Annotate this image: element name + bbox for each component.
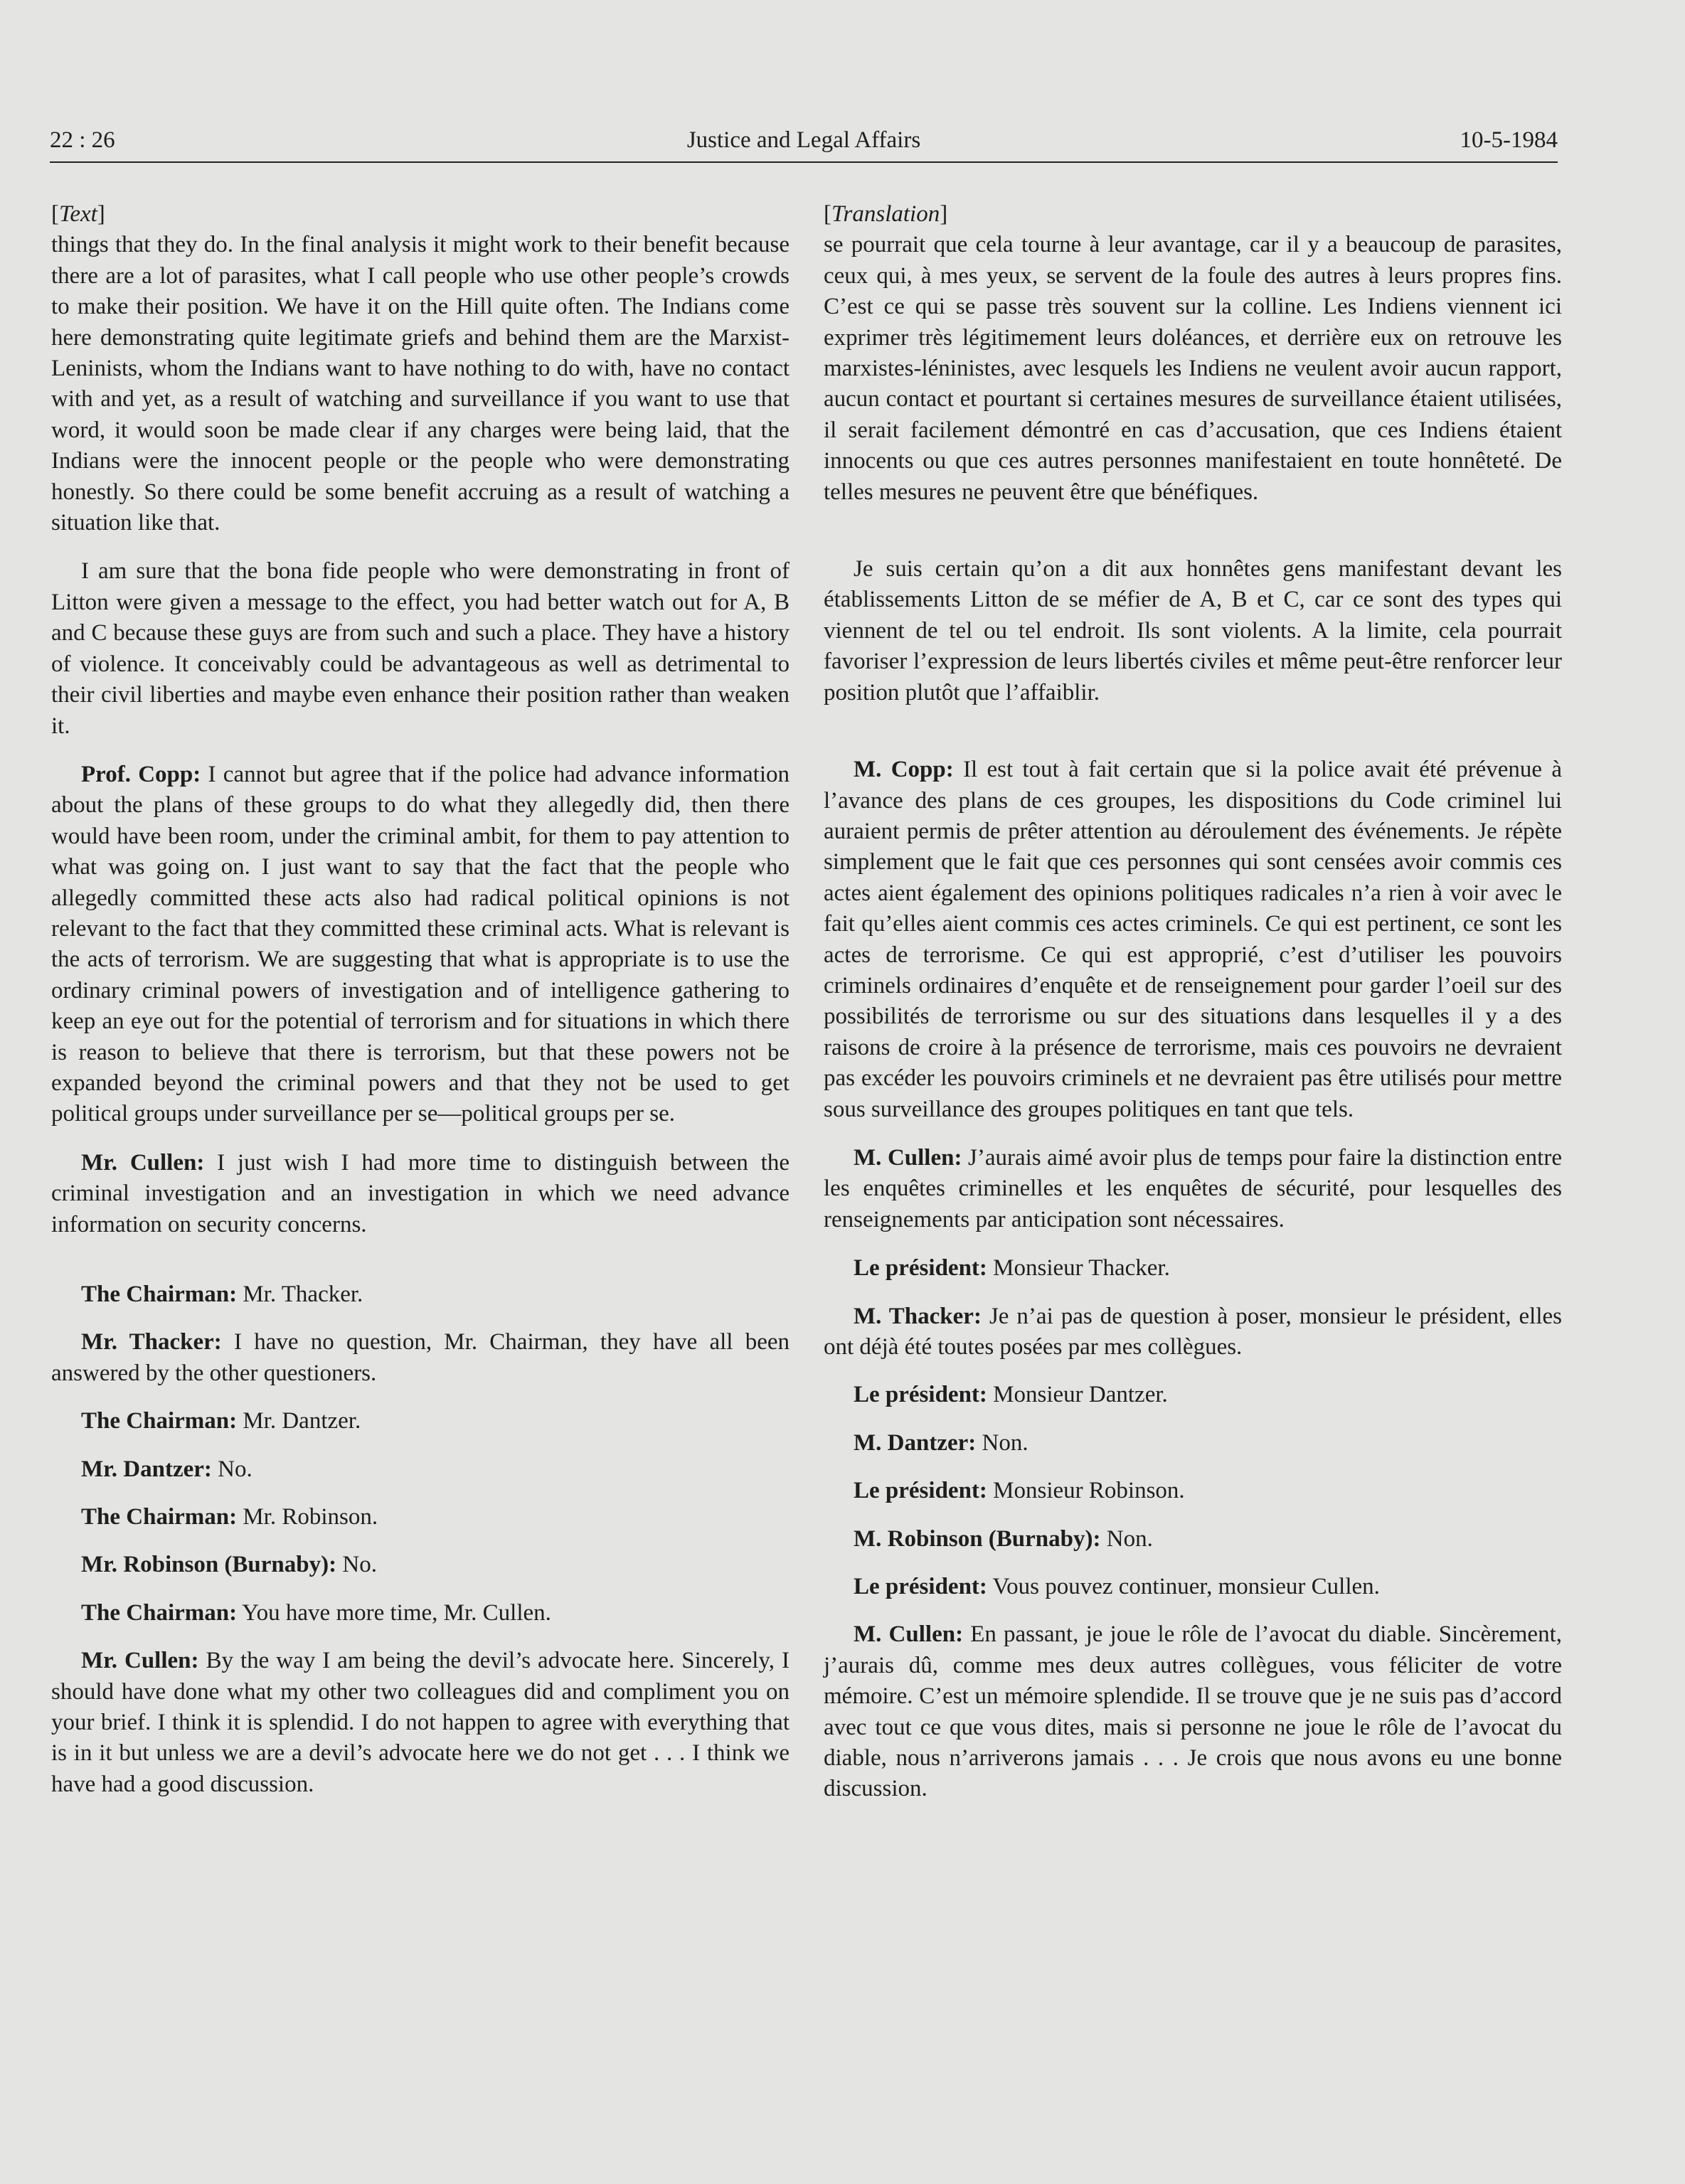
statement-chairman: [824, 1253, 1562, 1284]
speaker-name: Le président:: [854, 1478, 987, 1504]
statement-text: Monsieur Dantzer.: [987, 1382, 1168, 1408]
speaker-name: Mr. Thacker:: [81, 1329, 222, 1355]
statement-text: By the way I am being the devil’s advocate here. Sincerely, I should have done what my other two colleagues did and compliment you on your brief. I think it is splendid. I do not happen to agree with everything that is in it but unless we are a devil’s advocate here we do not get . . . I think we have had a good discussion.: [51, 1648, 790, 1797]
statement-chairman: [51, 1279, 790, 1310]
statement-dantzer: [51, 1454, 790, 1485]
statement-text: Non.: [1100, 1525, 1153, 1552]
speaker-name: Le président:: [854, 1255, 987, 1282]
speaker-name: Le président:: [854, 1382, 987, 1408]
statement-text: Mr. Thacker.: [237, 1282, 363, 1307]
speaker-name: The Chairman:: [81, 1599, 238, 1626]
paragraph: Je suis certain qu’on a dit aux honnêtes gens manifestant devant les établissements Litton de se méfier de A, B et C, car ce sont des types qui viennent de tel ou tel endroit. Ils sont violents. A la limite, cela pourrait favoriser l’expression de leurs libertés civiles et même peut-être renforcer leur position plutôt que l’affaiblir.: [824, 556, 1562, 705]
statement-chairman: [51, 1502, 790, 1533]
french-column: [824, 199, 1562, 1805]
speaker-name: M. Cullen:: [854, 1144, 962, 1171]
statement-text: Il est tout à fait certain que si la police avait été prévenue à l’avance des plans de ces groupes, les dispositions du Code criminel lui auraient permis de prêter attention au déroulement des événements. Je répète simplement que le fait que ces personnes qui sont censées avoir commis ces actes aient également des opinions politiques radicales n’a rien à voir avec le fait qu’elles aient commis ces actes criminels. Ce qui est pertinent, ce sont les actes de terrorisme. Ce qui est approprié, c’est d’utiliser les pouvoirs criminels ordinaires d’enquête et de renseignement pour garder l’oeil sur des possibilités de terrorisme ou sur des situations dans lesquelles il y a des raisons de croire à la présence de terrorisme, mais ces pouvoirs ne devraient pas excéder les pouvoirs criminels et ne devraient pas être utilisés pour mettre sous surveillance des groupes politiques en tant que tels.: [824, 757, 1562, 1122]
paragraph: se pourrait que cela tourne à leur avantage, car il y a beaucoup de parasites, ceux qui, à mes yeux, se servent de la foule des autres à leurs propres fins. C’est ce qui se passe très souvent sur la colline. Les Indiens viennent ici exprimer très légitimement leurs doléances, et derrière eux on retrouve les marxistes-léninistes, avec lesquels les Indiens ne veulent avoir aucun rapport, aucun contact et pourtant si certaines mesures de surveillance étaient utilisées, il serait facilement démontré en cas d’accusation, que ces Indiens étaient innocents ou que ces autres personnes manifestaient en toute honnêteté. De telles mesures ne peuvent être que bénéfiques.: [824, 232, 1562, 505]
statement-text: I have no question, Mr. Chairman, they have all been answered by the other questioners.: [51, 1329, 790, 1386]
statement-cullen: [824, 1143, 1562, 1235]
speaker-name: M. Copp:: [854, 757, 954, 783]
statement-text: Je n’ai pas de question à poser, monsieur le président, elles ont déjà été toutes posées par mes collègues.: [824, 1303, 1562, 1360]
statement-text: Mr. Dantzer.: [237, 1408, 361, 1434]
speaker-name: Mr. Cullen:: [81, 1149, 205, 1176]
speaker-name: M. Thacker:: [854, 1303, 982, 1329]
statement-chairman: [824, 1476, 1562, 1506]
statement-text: I cannot but agree that if the police had advance information about the plans of these groups to do what they allegedly did, then there would have been room, under the criminal ambit, for them to pay attention to what was going on. I just want to say that the fact that the people who allegedly committed these acts also had radical political opinions is not relevant to the fact that they committed these criminal acts. What is relevant is the acts of terrorism. We are suggesting that what is appropriate is to use the ordinary criminal powers of investigation and of intelligence gathering to keep an eye out for the potential of terrorism and for situations in which there is reason to believe that there is terrorism, but that these powers not be expanded beyond the criminal powers and that they not be used to get political groups under surveillance per se—political groups per se.: [51, 761, 790, 1127]
statement-thacker: [824, 1301, 1562, 1363]
statement-text: You have more time, Mr. Cullen.: [237, 1599, 551, 1626]
speaker-name: The Chairman:: [81, 1408, 238, 1434]
statement-cullen: [824, 1619, 1562, 1804]
speaker-name: M. Robinson (Burnaby):: [854, 1525, 1101, 1552]
speaker-name: Mr. Robinson (Burnaby):: [81, 1552, 337, 1578]
speaker-name: Prof. Copp:: [81, 761, 201, 787]
statement-text: J’aurais aimé avoir plus de temps pour faire la distinction entre les enquêtes criminelles et les enquêtes de sécurité, pour lesquelles des renseignements par anticipation sont nécessaires.: [824, 1144, 1562, 1232]
statement-copp: [51, 760, 790, 1130]
statement-text: Mr. Robinson.: [237, 1504, 378, 1530]
statement-text: No.: [336, 1552, 377, 1578]
speaker-name: Mr. Dantzer:: [81, 1456, 212, 1482]
speaker-name: Mr. Cullen:: [81, 1648, 199, 1674]
statement-thacker: [51, 1327, 790, 1389]
speaker-name: The Chairman:: [81, 1504, 238, 1530]
header-date: 10-5-1984: [1460, 127, 1558, 153]
text-label: [ Text ]: [51, 199, 790, 230]
speaker-name: The Chairman:: [81, 1282, 238, 1307]
running-title: Justice and Legal Affairs: [686, 127, 921, 153]
page-number: 22 : 26: [50, 127, 115, 153]
statement-text: Non.: [976, 1429, 1028, 1456]
statement-text: Vous pouvez continuer, monsieur Cullen.: [987, 1574, 1380, 1600]
statement-chairman: [51, 1598, 790, 1629]
statement-chairman: [51, 1406, 790, 1437]
speaker-name: Le président:: [854, 1574, 987, 1600]
statement-cullen: [51, 1646, 790, 1800]
statement-chairman: [824, 1572, 1562, 1602]
statement-text: Monsieur Robinson.: [987, 1478, 1185, 1504]
statement-text: En passant, je joue le rôle de l’avocat du diable. Sincèrement, j’aurais dû, comme mes deux autres collègues, vous féliciter de votre mémoire. C’est un mémoire splendide. Il se trouve que je ne suis pas d’accord avec tout ce que vous dites, mais si personne ne joue le rôle de l’avocat du diable, nous n’arriverons jamais . . . Je crois que nous avons eu une bonne discussion.: [824, 1621, 1562, 1802]
paragraph: I am sure that the bona fide people who were demonstrating in front of Litton were given a message to the effect, you had better watch out for A, B and C because these guys are from such and such a place. They have a history of violence. It conceivably could be advantageous as well as detrimental to their civil liberties and maybe even enhance their position rather than weaken it.: [51, 558, 790, 739]
statement-robinson: [51, 1550, 790, 1580]
english-column: [51, 199, 790, 1800]
speaker-name: M. Dantzer:: [854, 1429, 977, 1456]
statement-cullen: [51, 1148, 790, 1240]
speaker-name: M. Cullen:: [854, 1621, 964, 1648]
statement-robinson: [824, 1524, 1562, 1555]
statement-text: No.: [211, 1456, 253, 1482]
translation-label: [ Translation ]: [824, 199, 1562, 230]
paragraph: things that they do. In the final analysis it might work to their benefit because there are a lot of parasites, what I call people who use other people’s crowds to make their position. We have it on the Hill quite often. The Indians come here demonstrating quite legitimate griefs and behind them are the Marxist-Leninists, whom the Indians want to have nothing to do with, have no contact with and yet, as a result of watching and surveillance if you want to use that word, it would soon be made clear if any charges were being laid, that the Indians were the innocent people or the people who were demonstrating honestly. So there could be some benefit accruing as a result of watching a situation like that.: [51, 232, 790, 536]
statement-text: I just wish I had more time to distinguish between the criminal investigation and an investigation in which we need advance information on security concerns.: [51, 1149, 790, 1237]
statement-chairman: [824, 1380, 1562, 1410]
statement-text: Monsieur Thacker.: [987, 1255, 1170, 1282]
statement-copp: [824, 755, 1562, 1125]
statement-dantzer: [824, 1428, 1562, 1459]
page-header: [50, 124, 1558, 163]
